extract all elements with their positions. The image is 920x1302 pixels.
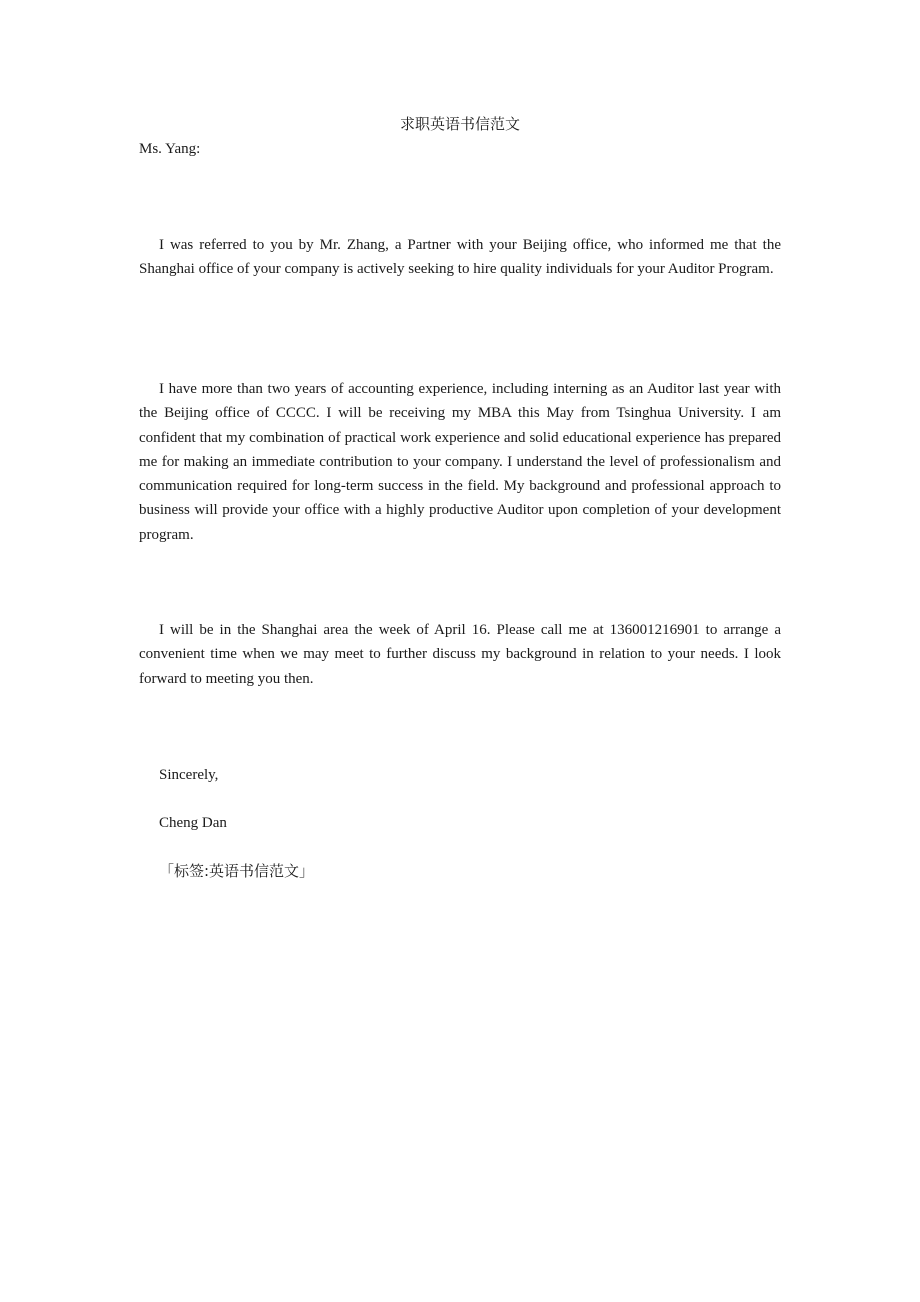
document-title: 求职英语书信范文 [399, 115, 520, 133]
closing: Sincerely, [159, 767, 219, 783]
body-paragraph-3: I will be in the Shanghai area the week of April 16. Please call me at 136001216901 to arrange a convenient time when we may meet to further discuss my background in relation to your needs. I look forward to meeting you then. [139, 622, 781, 687]
tag-line: 「标签:英语书信范文」 [159, 862, 315, 880]
body-paragraph-1: I was referred to you by Mr. Zhang, a Partner with your Beijing office, who informed me that the Shanghai office of your company is actively seeking to hire quality individuals for your Auditor Program. [139, 237, 781, 278]
signature: Cheng Dan [159, 815, 227, 831]
salutation: Ms. Yang: [139, 141, 201, 157]
body-paragraph-2: I have more than two years of accounting experience, including interning as an Auditor last year with the Beijing office of CCCC. I will be receiving my MBA this May from Tsinghua University. I am confident that my combination of practical work experience and solid educational experience has prepared me for making an immediate contribution to your company. I understand the level of professionalism and communication required for long-term success in the field. My background and professional approach to business will provide your office with a highly productive Auditor upon completion of your development program. [139, 381, 781, 543]
